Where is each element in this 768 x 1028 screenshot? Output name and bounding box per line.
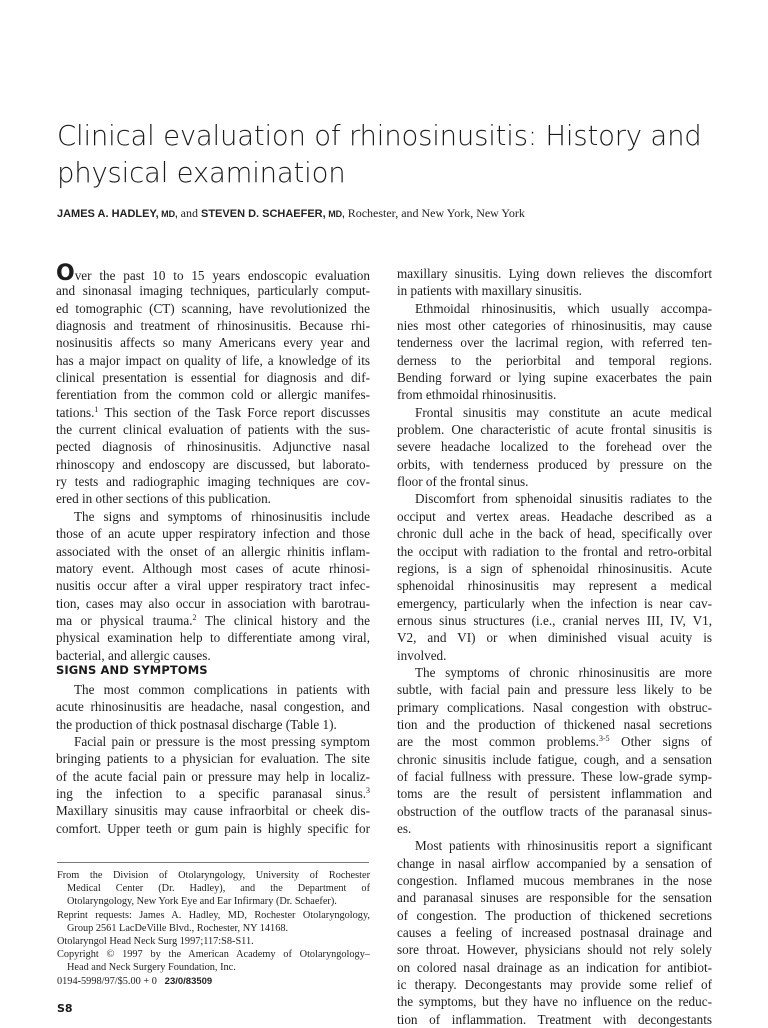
title-line: Clinical evaluation of rhinosinusitis: History and: [57, 120, 702, 152]
body-line: rhinoscopy and endoscopy are discussed, but laborato-: [56, 456, 370, 472]
body-line: comfort. Upper teeth or gum pain is highly specific for: [56, 820, 370, 836]
body-line: ry tests and radiographic imaging techniques are cov-: [56, 474, 370, 490]
body-line: the symptoms, but they have no influence on the reduc-: [397, 994, 712, 1010]
body-line: in patients with maxillary sinusitis.: [397, 283, 582, 299]
author-name: JAMES A. HADLEY,: [57, 208, 159, 220]
body-line: the occiput with radiation to the frontal and retro-orbital: [397, 543, 712, 559]
body-line: the current clinical evaluation of patients with the sus-: [56, 422, 370, 438]
footnote-line: Otolaryngology, New York Eye and Ear Infirmary (Dr. Schaefer).: [67, 896, 337, 908]
body-line: physical examination help to differentiate among viral,: [56, 630, 370, 646]
body-line: from ethmoidal rhinosinusitis.: [397, 387, 557, 403]
body-line: subtle, with facial pain and pressure less likely to be: [397, 682, 712, 698]
body-line: bringing patients to a physician for evaluation. The site: [56, 751, 370, 767]
body-line: diagnosis and treatment of rhinosinusitis. Because rhi-: [56, 318, 370, 334]
body-line: nusitis occur after a viral upper respiratory tract infec-: [56, 578, 370, 594]
author-name: STEVEN D. SCHAEFER,: [201, 208, 326, 220]
body-line: Facial pain or pressure is the most pressing symptom: [74, 734, 370, 750]
footnote-line: Group 2561 LacDeVille Blvd., Rochester, NY 14168.: [67, 922, 289, 934]
left-column-intro: [56, 261, 370, 664]
body-line: V2, and VI) or when diminished visual acuity is: [397, 630, 712, 646]
body-line: Frontal sinusitis may constitute an acute medical: [415, 404, 712, 420]
body-line: and paranasal sinuses are responsible for the sensation: [397, 890, 712, 906]
body-line: floor of the frontal sinus.: [397, 474, 529, 490]
body-line: pected diagnosis of rhinosinusitis. Adjunctive nasal: [56, 439, 370, 455]
footnote-line: Medical Center (Dr. Hadley), and the Department of: [67, 883, 370, 895]
body-line: Bending forward or lying supine exacerbates the pain: [397, 370, 712, 386]
body-line: sphenoidal rhinosinusitis may represent a medical: [397, 578, 712, 594]
citation-ref: 3: [366, 786, 370, 796]
body-line: ic therapy. Decongestants may provide some relief of: [397, 977, 712, 993]
body-line: tations.$^1$ This section of the Task Force report discusses: [56, 404, 370, 420]
title-line: physical examination: [57, 157, 346, 189]
section-heading: SIGNS AND SYMPTOMS: [56, 663, 208, 677]
body-line: Most patients with rhinosinusitis report a significant: [415, 838, 712, 854]
body-line: ered in other sections of this publication.: [56, 491, 271, 507]
citation-ref: 3-5: [598, 734, 610, 744]
body-line: problem. One characteristic of acute frontal sinusitis is: [397, 422, 712, 438]
body-line: chronic sinusitis include fatigue, cough, and a sensation: [397, 751, 712, 767]
page-number: S8: [57, 1002, 73, 1015]
body-line: clinical presentation is essential for diagnosis and dif-: [56, 370, 370, 386]
body-line: The signs and symptoms of rhinosinusitis include: [74, 508, 370, 524]
body-line: derness to the periorbital and temporal regions.: [397, 352, 712, 368]
author-byline: [57, 206, 525, 221]
article-title: [57, 118, 737, 192]
author-conjunction: and: [177, 206, 201, 220]
body-line: on colored nasal drainage as an indication for antibiot-: [397, 959, 712, 975]
body-line: chronic dull ache in the back of head, specifically over: [397, 526, 712, 542]
body-line: ernous sinus structures (i.e., cranial nerves III, IV, V1,: [397, 612, 712, 628]
body-line: tenderness over the lacrimal region, with referred ten-: [397, 335, 712, 351]
body-line: tion of inflammation. Treatment with decongestants: [397, 1011, 712, 1027]
body-line: congestion. Inflamed mucous membranes in the nose: [397, 873, 712, 889]
footnote-line: Reprint requests: James A. Hadley, MD, Rochester Otolaryngology,: [57, 909, 370, 921]
article-code: 23/0/83509: [164, 975, 213, 987]
author-degree: MD,: [158, 209, 178, 219]
body-line: toms are the result of persistent inflammation and: [397, 786, 712, 802]
author-degree: MD,: [325, 209, 345, 219]
body-line: of congestion. The production of thickened secretions: [397, 907, 712, 923]
body-line: tion, cases may also occur in association with barotrau-: [56, 595, 370, 611]
body-line: of the acute facial pain or pressure may help in localiz-: [56, 768, 370, 784]
body-line: The symptoms of chronic rhinosinusitis are more: [415, 664, 712, 680]
body-line: The most common complications in patients with: [74, 682, 370, 697]
body-line: the production of thick postnasal discharge (Table 1).: [56, 716, 337, 732]
body-line: acute rhinosinusitis are headache, nasal congestion, and: [56, 699, 370, 715]
body-line: nosinusitis affects so many Americans every year and: [56, 335, 370, 351]
body-line: are the most common problems.$^{3-5}$ Other signs of: [397, 734, 712, 750]
footnote-line: From the Division of Otolaryngology, University of Rochester: [57, 870, 370, 881]
body-line: Discomfort from sphenoidal sinusitis radiates to the: [415, 491, 712, 507]
drop-cap: O: [56, 261, 75, 286]
body-line: orbits, with tenderness produced by pressure on the: [397, 456, 712, 472]
body-line: emergency, particularly when the infection is near cav-: [397, 595, 712, 611]
body-line: those of an acute upper respiratory infection and those: [56, 526, 370, 542]
body-line: matory event. Although most cases of acute rhinosi-: [56, 560, 370, 576]
footnote-line: 0194-5998/97/$5.00 + 0 23/0/83509: [57, 975, 213, 987]
body-line: sore throat. However, physicians should not rely solely: [397, 942, 712, 958]
body-line: involved.: [397, 647, 447, 663]
footnote: [57, 869, 370, 988]
body-line: ferentiation from the common cold or allergic manifes-: [56, 387, 370, 403]
body-line: obstruction of the outflow tracts of the paranasal sinus-: [397, 803, 712, 819]
right-column: [397, 265, 712, 1028]
left-column-signs: [56, 681, 370, 837]
citation-ref: 2: [192, 612, 197, 622]
body-line: Ethmoidal rhinosinusitis, which usually accompa-: [415, 300, 712, 316]
body-line: occiput and vertex areas. Headache described as a: [397, 508, 712, 524]
body-line: change in nasal airflow accompanied by a sensation of: [397, 855, 712, 871]
body-line: and sinonasal imaging techniques, particularly comput-: [56, 283, 370, 299]
body-line: primary complications. Nasal congestion with obstruc-: [397, 699, 712, 715]
footnote-line: Otolaryngol Head Neck Surg 1997;117:S8-S11.: [57, 935, 254, 947]
footnote-line: Copyright © 1997 by the American Academy of Otolaryngology–: [57, 949, 370, 961]
body-line: has a major impact on quality of life, a knowledge of its: [56, 352, 370, 368]
citation-ref: 1: [94, 404, 99, 414]
body-line: regions, is a sign of sphenoidal rhinosinusitis. Acute: [397, 560, 712, 576]
body-line: ma or physical trauma.$^2$ The clinical history and the: [56, 612, 370, 628]
body-line: severe headache localized to the forehead over the: [397, 439, 712, 455]
body-line: maxillary sinusitis. Lying down relieves the discomfort: [397, 266, 712, 281]
body-line: causes a feeling of increased postnasal drainage and: [397, 925, 712, 941]
body-line: nies most other categories of rhinosinusitis, may cause: [397, 318, 712, 334]
body-line: tion and the production of thickened nasal secretions: [397, 716, 712, 732]
body-line: associated with the onset of an allergic rhinitis inflam-: [56, 543, 370, 559]
body-line: Maxillary sinusitis may cause infraorbital or cheek dis-: [56, 803, 370, 819]
body-line: ing the infection to a specific paranasal sinus.$^3$: [56, 786, 370, 802]
footnote-divider: [57, 862, 369, 863]
body-line: ed tomographic (CT) scanning, have revolutionized the: [56, 300, 370, 316]
footnote-line: Head and Neck Surgery Foundation, Inc.: [67, 962, 236, 974]
body-line: bacterial, and allergic causes.: [56, 647, 211, 663]
body-line: of facial fullness with pressure. These low-grade symp-: [397, 768, 712, 784]
author-location: Rochester, and New York, New York: [344, 206, 525, 220]
body-line: Over the past 10 to 15 years endoscopic evaluation: [56, 261, 370, 286]
body-line: es.: [397, 821, 412, 836]
